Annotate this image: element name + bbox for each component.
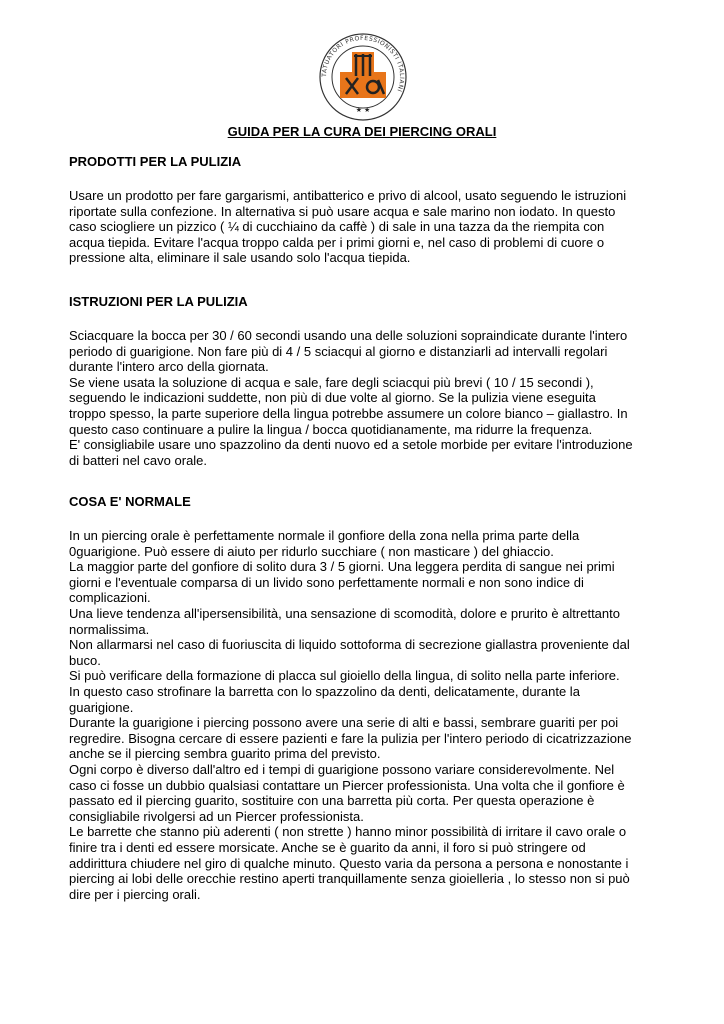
paragraph-line: guarigione. <box>69 699 134 715</box>
paragraph-line: durante l'intero arco della giornata. <box>69 359 269 375</box>
paragraph-line: Si può verificare della formazione di placca sul gioiello della lingua, di solito nella parte inferiore. <box>69 668 620 684</box>
paragraph-line: dire per i piercing orali. <box>69 886 201 902</box>
section-heading-normal: COSA E' NORMALE <box>69 494 191 509</box>
paragraph-line: riportate sulla confezione. In alternativa si può usare acqua e sale marino non iodato. In questo <box>69 203 616 219</box>
logo-emblem <box>318 32 408 122</box>
paragraph-line: normalissima. <box>69 621 150 637</box>
paragraph-line: seguendo le indicazioni suddette, non più di due volte al giorno. Se la pulizia viene eseguita <box>69 390 596 406</box>
paragraph-line: passato ed il piercing guarito, sostituire con una barretta più corta. Per questa operazione è <box>69 793 595 809</box>
paragraph-line: addirittura chiudere nel giro di qualche minuto. Questo varia da persona a persona e nonostante i <box>69 855 629 871</box>
section-heading-products: PRODOTTI PER LA PULIZIA <box>69 154 242 169</box>
document-title: GUIDA PER LA CURA DEI PIERCING ORALI <box>227 124 497 139</box>
association-logo <box>318 32 408 122</box>
paragraph-line: Se viene usata la soluzione di acqua e sale, fare degli sciacqui più brevi ( 10 / 15 secondi ), <box>69 374 594 390</box>
paragraph-line: Le barrette che stanno più aderenti ( non strette ) hanno minor possibilità di irritare il cavo orale o <box>69 824 627 840</box>
paragraph-line: consigliabile rivolgersi ad un Piercer professionista. <box>69 808 364 824</box>
paragraph-line: buco. <box>69 652 101 668</box>
paragraph-line: giorni e l'eventuale comparsa di un livido sono perfettamente normali e non sono indice di <box>69 574 584 590</box>
paragraph-line: In questo caso strofinare la barretta con lo spazzolino da denti, delicatamente, durante la <box>69 684 580 699</box>
section-heading-instructions: ISTRUZIONI PER LA PULIZIA <box>69 294 248 309</box>
paragraph-line: 0guarigione. Può essere di aiuto per ridurlo succhiare ( non masticare ) del ghiaccio. <box>69 543 554 559</box>
paragraph-line: caso ci fosse un dubbio qualsiasi contattare un Piercer professionista. Una volta che il gonfiore è <box>69 777 625 793</box>
paragraph-line: acqua tiepida. Evitare l'acqua troppo calda per i primi giorni e, nel caso di problemi di cuore o <box>69 234 605 250</box>
paragraph-line: complicazioni. <box>69 590 151 606</box>
paragraph-line: La maggior parte del gonfiore di solito dura 3 / 5 giorni. Una leggera perdita di sangue nei primi <box>69 559 615 575</box>
paragraph-line: Ogni corpo è diverso dall'altro ed i tempi di guarigione possono variare considerevolmente. Nel <box>69 762 615 777</box>
paragraph-line: Non allarmarsi nel caso di fuoriuscita di liquido sottoforma di secrezione giallastra proveniente dal <box>69 637 630 653</box>
paragraph-line: periodo di guarigione. Non fare più di 4 / 5 sciacqui al giorno e distanziarli ad intervalli regolari <box>69 343 608 359</box>
paragraph-line: questo caso continuare a pulire la lingua / bocca quotidianamente, ma ridurre la frequenza. <box>69 421 593 437</box>
paragraph-line: finire tra i denti ed essere morsicate. Anche se è guarito da anni, il foro si può stringere od <box>69 840 586 855</box>
paragraph-line: troppo spesso, la parte superiore della lingua potrebbe assumere un colore bianco – giallastro. In <box>69 406 628 421</box>
paragraph-line: Usare un prodotto per fare gargarismi, antibatterico e privo di alcool, usato seguendo le istruzioni <box>69 188 627 203</box>
paragraph-line: regredire. Bisogna cercare di essere pazienti e fare la pulizia per l'intero periodo di cicatrizzazione <box>69 730 632 746</box>
paragraph-line: anche se il piercing sembra guarito prima del previsto. <box>69 746 381 762</box>
logo-ring-text: TATUATORI PROFESSIONISTI ITALIANI <box>320 34 406 94</box>
paragraph-line: Una lieve tendenza all'ipersensibilità, una sensazione di scomodità, dolore e prurito è altrettanto <box>69 606 620 621</box>
paragraph-line: caso sciogliere un pizzico ( ¼ di cucchiaino da caffè ) di sale in una tazza da the riempita con <box>69 219 605 235</box>
paragraph-line: piercing ai lobi delle orecchie restino aperti tranquillamente senza gioielleria , lo stesso non si può <box>69 871 630 887</box>
paragraph-line: Durante la guarigione i piercing possono avere una serie di alti e bassi, sembrare guariti per poi <box>69 715 619 731</box>
paragraph-line: Sciacquare la bocca per 30 / 60 secondi usando una delle soluzioni sopraindicate durante l'intero <box>69 328 628 343</box>
svg-text:★ ★: ★ ★ <box>355 107 371 114</box>
paragraph-line: In un piercing orale è perfettamente normale il gonfiore della zona nella prima parte della <box>69 528 580 543</box>
paragraph-line: di batteri nel cavo orale. <box>69 452 208 468</box>
paragraph-line: pressione alta, eliminare il sale usando solo l'acqua tiepida. <box>69 250 411 266</box>
paragraph-line: E' consigliabile usare uno spazzolino da denti nuovo ed a setole morbide per evitare l'introduzione <box>69 437 633 453</box>
